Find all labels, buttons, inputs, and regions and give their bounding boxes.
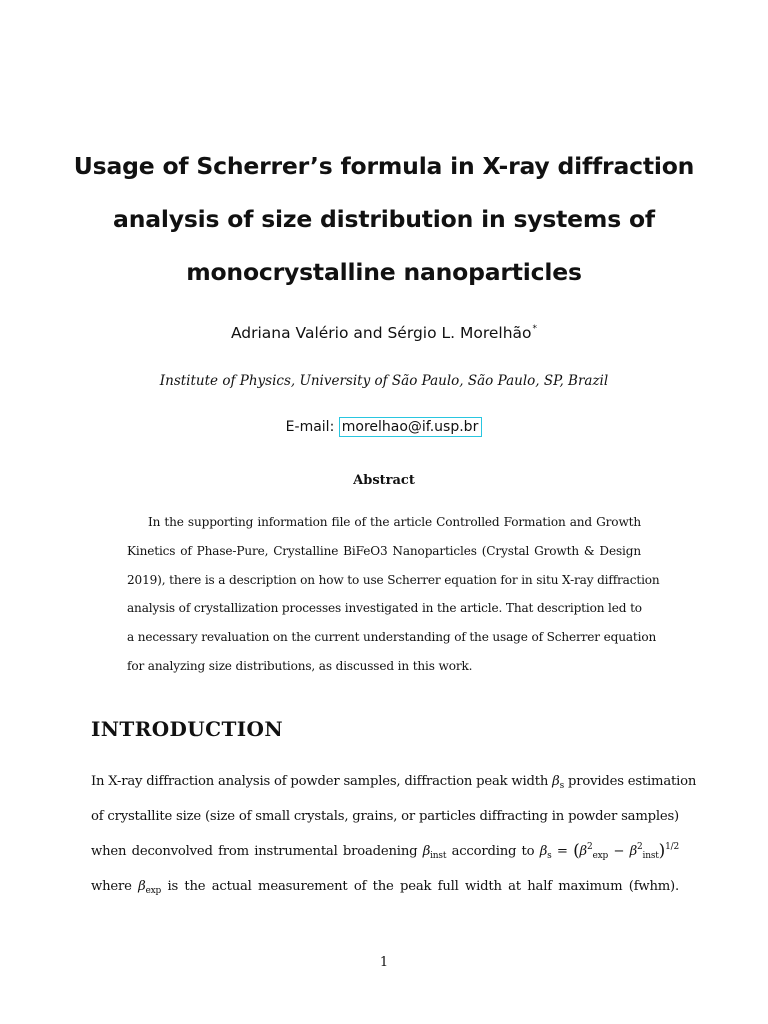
- title-line: monocrystalline nanoparticles: [186, 258, 582, 286]
- subscript: inst: [642, 851, 659, 861]
- abstract-line: 2019), there is a description on how to use Scherrer equation for in situ X-ray diffraction: [127, 572, 660, 587]
- abstract-line: In the supporting information file of the article Controlled Formation and Growth: [148, 515, 641, 529]
- title-line: Usage of Scherrer’s formula in X-ray diffraction: [73, 152, 695, 180]
- text-run: is the actual measurement of the peak full width at half maximum (fwhm).: [161, 878, 679, 894]
- beta-symbol: β: [579, 844, 587, 859]
- body-line: [91, 872, 679, 907]
- abstract-line: for analyzing size distributions, as discussed in this work.: [127, 658, 473, 673]
- subscript: s: [547, 851, 552, 861]
- abstract-line: analysis of crystallization processes investigated in the article. That description led to: [127, 601, 642, 616]
- close-paren: ): [658, 841, 666, 861]
- email-line: [0, 419, 768, 435]
- author-names: Adriana Valério and Sérgio L. Morelhão: [230, 324, 532, 342]
- corresponding-author-mark: *: [532, 324, 538, 334]
- authors: [0, 324, 768, 342]
- text-run: In X-ray diffraction analysis of powder samples, diffraction peak width: [91, 774, 553, 789]
- email-link[interactable]: morelhao@if.usp.br: [339, 417, 483, 437]
- introduction-heading: INTRODUCTION: [91, 717, 284, 741]
- beta-symbol: β: [422, 844, 431, 859]
- body-line: of crystallite size (size of small crystals, grains, or particles diffracting in powder samples): [91, 808, 679, 824]
- affiliation: Institute of Physics, University of São Paulo, São Paulo, SP, Brazil: [159, 373, 609, 389]
- beta-symbol: β: [629, 844, 638, 859]
- text-run: where: [91, 878, 139, 894]
- beta-symbol: β: [539, 844, 548, 859]
- subscript: inst: [430, 851, 447, 861]
- page-number: 1: [379, 955, 389, 970]
- beta-symbol: β: [138, 878, 146, 894]
- abstract-line: a necessary revaluation on the current understanding of the usage of Scherrer equation: [127, 630, 657, 645]
- introduction-body: [91, 767, 697, 906]
- equals-sign: =: [551, 844, 574, 859]
- text-run: according to: [446, 844, 540, 859]
- subscript: exp: [145, 885, 162, 896]
- beta-symbol: β: [552, 774, 560, 789]
- superscript: 2: [586, 842, 593, 852]
- text-run: provides estimation: [564, 774, 697, 789]
- superscript: 2: [637, 842, 643, 852]
- minus-sign: −: [608, 844, 630, 859]
- abstract-heading: Abstract: [353, 473, 415, 488]
- subscript: s: [559, 781, 564, 791]
- abstract-body: [127, 508, 660, 681]
- open-paren: (: [573, 841, 580, 861]
- email-label: E-mail:: [285, 419, 335, 435]
- body-line: [91, 832, 679, 872]
- exponent: 1/2: [665, 842, 679, 852]
- subscript: exp: [592, 851, 609, 861]
- text-run: when deconvolved from instrumental broadening: [91, 844, 423, 859]
- body-line: [91, 767, 697, 802]
- paper-title: [60, 140, 708, 299]
- abstract-line: Kinetics of Phase-Pure, Crystalline BiFeO3 Nanoparticles (Crystal Growth & Design: [127, 543, 641, 558]
- title-line: analysis of size distribution in systems of: [113, 205, 655, 233]
